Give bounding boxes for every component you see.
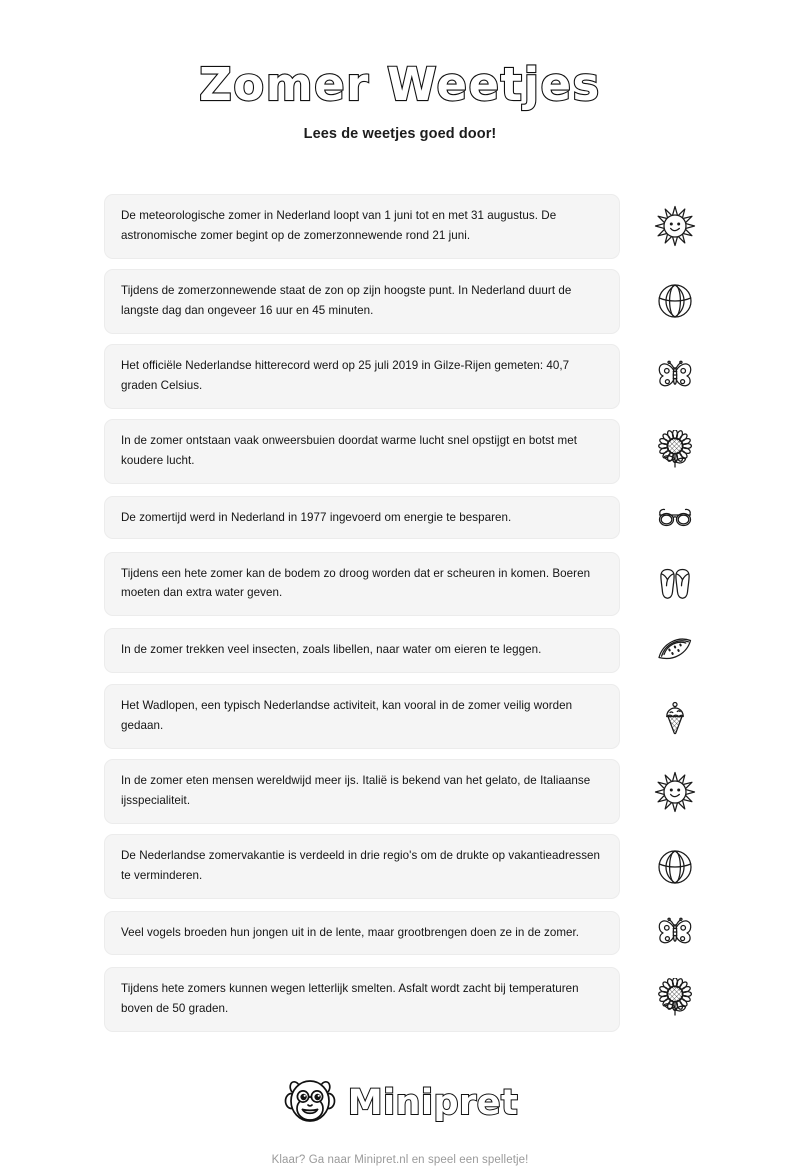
- brand-name: Minipret: [347, 1082, 519, 1123]
- fact-card: [104, 759, 620, 824]
- facts-list: [104, 194, 696, 1032]
- fact-row: [104, 344, 696, 409]
- fact-row: [104, 684, 696, 749]
- fact-text: In de zomer eten mensen wereldwijd meer ijs. Italië is bekend van het gelato, de Italiaanse ijsspecialiteit.: [121, 774, 591, 808]
- butterfly-icon: [654, 352, 696, 400]
- sunflower-icon: [654, 975, 696, 1023]
- fact-card: [104, 628, 620, 673]
- page-title-wrap: [199, 58, 601, 111]
- fact-card: [104, 496, 620, 540]
- brand-logo: [282, 1078, 519, 1129]
- fact-row: [104, 269, 696, 334]
- fact-text: Veel vogels broeden hun jongen uit in de lente, maar grootbrengen doen ze in de zomer.: [121, 925, 580, 939]
- fact-text: De Nederlandse zomervakantie is verdeeld in drie regio's om de drukte op vakantieadressen te verminderen.: [121, 849, 601, 883]
- fact-card: [104, 967, 620, 1032]
- beach-ball-icon: [654, 277, 696, 325]
- sun-icon: [654, 768, 696, 816]
- fact-text: Tijdens de zomerzonnewende staat de zon op zijn hoogste punt. In Nederland duurt de langste dag dan ongeveer 16 uur en 45 minuten.: [121, 283, 572, 317]
- fact-text: Het Wadlopen, een typisch Nederlandse activiteit, kan vooral in de zomer veilig worden gedaan.: [121, 699, 573, 733]
- fact-text: Tijdens een hete zomer kan de bodem zo droog worden dat er scheuren in komen. Boeren moeten dan extra water geven.: [121, 566, 591, 600]
- fact-text: Tijdens hete zomers kunnen wegen letterlijk smelten. Asfalt wordt zacht bij temperaturen boven de 50 graden.: [121, 982, 579, 1015]
- fact-card: [104, 419, 620, 484]
- fact-text: De meteorologische zomer in Nederland loopt van 1 juni tot en met 31 augustus. De astronomische zomer begint op de zomerzonnewende rond 21 juni.: [121, 209, 557, 242]
- fact-row: [104, 494, 696, 542]
- fact-row: [104, 552, 696, 617]
- fact-card: [104, 911, 620, 956]
- fact-row: [104, 194, 696, 259]
- fact-text: In de zomer trekken veel insecten, zoals libellen, naar water om eieren te leggen.: [121, 642, 542, 656]
- watermelon-icon: [654, 626, 696, 674]
- fact-card: [104, 194, 620, 259]
- fact-row: [104, 419, 696, 484]
- flip-flops-icon: [654, 560, 696, 608]
- fact-row: [104, 909, 696, 957]
- page-subtitle: Lees de weetjes goed door!: [303, 126, 497, 142]
- fact-text: Het officiële Nederlandse hitterecord werd op 25 juli 2019 in Gilze-Rijen gemeten: 40,7 graden Celsius.: [121, 358, 570, 392]
- beach-ball-icon: [654, 843, 696, 891]
- page-footer: [272, 1078, 529, 1166]
- fact-row: [104, 967, 696, 1032]
- fact-card: [104, 552, 620, 617]
- fact-card: [104, 344, 620, 409]
- page-title: Zomer Weetjes: [199, 58, 601, 111]
- butterfly-icon: [654, 909, 696, 957]
- footer-note: Klaar? Ga naar Minipret.nl en speel een spelletje!: [271, 1153, 529, 1166]
- ice-cream-icon: [654, 693, 696, 741]
- fact-card: [104, 684, 620, 749]
- fact-row: [104, 626, 696, 674]
- monkey-face-logo-icon: [282, 1078, 338, 1129]
- fact-text: De zomertijd werd in Nederland in 1977 ingevoerd om energie te besparen.: [121, 510, 512, 524]
- sunglasses-icon: [654, 494, 696, 542]
- fact-card: [104, 269, 620, 334]
- fact-row: [104, 759, 696, 824]
- sunflower-icon: [654, 427, 696, 475]
- fact-card: [104, 834, 620, 899]
- fact-text: In de zomer ontstaan vaak onweersbuien doordat warme lucht snel opstijgt en botst met koudere lucht.: [121, 433, 578, 467]
- fact-row: [104, 834, 696, 899]
- sun-icon: [654, 202, 696, 250]
